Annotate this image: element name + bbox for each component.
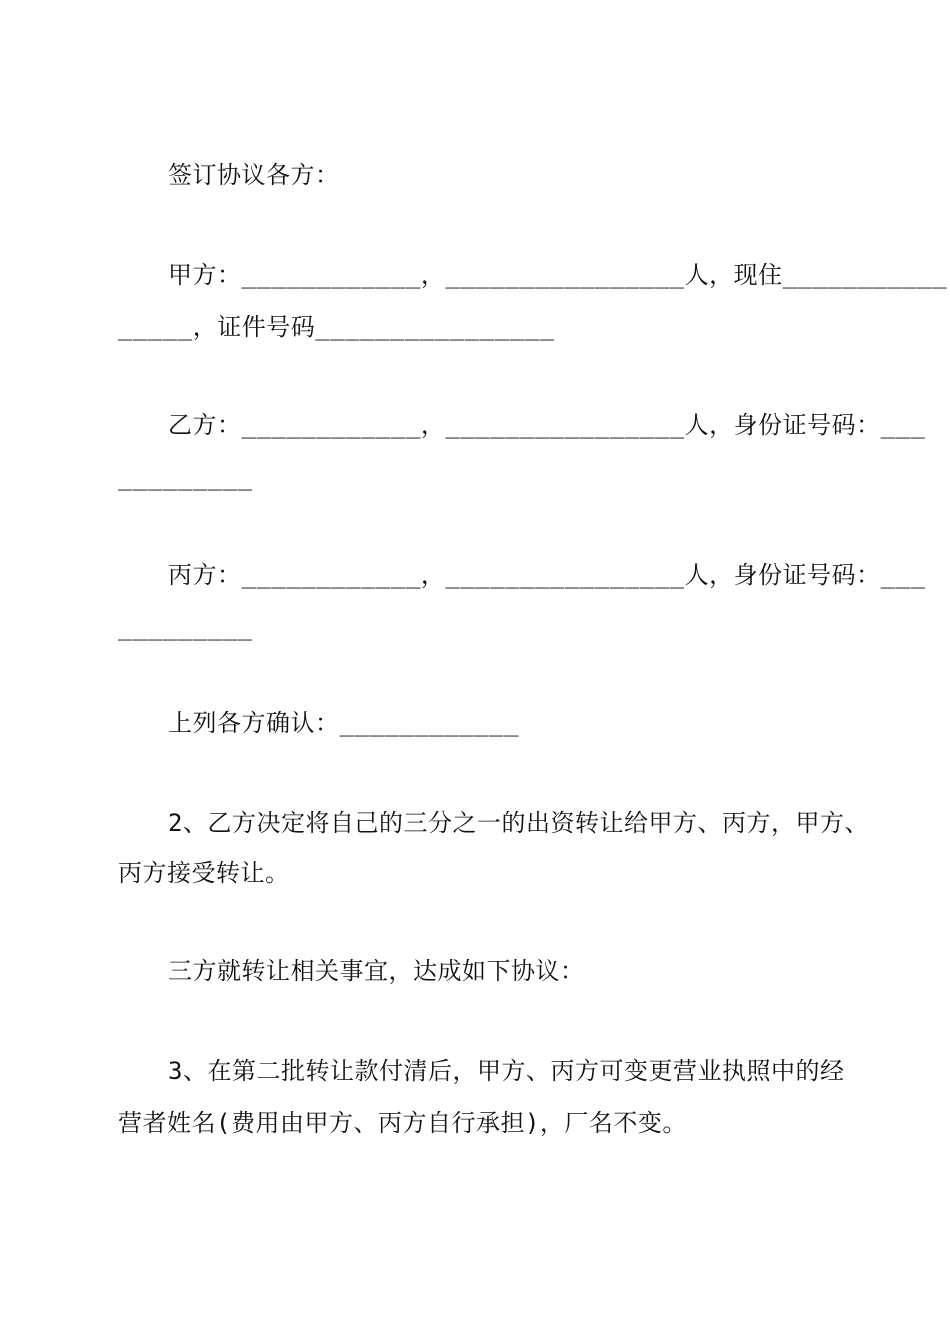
clause-2-line-2: 丙方接受转让。 [118, 859, 290, 887]
clause-3-line-1: 3、在第二批转让款付清后，甲方、丙方可变更营业执照中的经 [168, 1057, 845, 1085]
party-c-line-cont: _________ [118, 613, 253, 641]
clause-2-line-1: 2、乙方决定将自己的三分之一的出资转让给甲方、丙方，甲方、 [168, 809, 869, 837]
parties-heading: 签订协议各方： [168, 161, 340, 189]
party-a-line-cont: _____，证件号码________________ [118, 313, 555, 341]
party-b-line: 乙方：____________，________________人，身份证号码：___ [168, 411, 926, 439]
party-a-line: 甲方：____________，________________人，现住___________ [168, 261, 948, 289]
clause-3-line-2: 营者姓名(费用由甲方、丙方自行承担)，厂名不变。 [118, 1109, 687, 1137]
party-b-line-cont: _________ [118, 463, 253, 491]
parties-confirm-line: 上列各方确认：____________ [168, 709, 519, 737]
agreement-intro: 三方就转让相关事宜，达成如下协议： [168, 957, 585, 985]
party-c-line: 丙方：____________，________________人，身份证号码：___ [168, 561, 926, 589]
